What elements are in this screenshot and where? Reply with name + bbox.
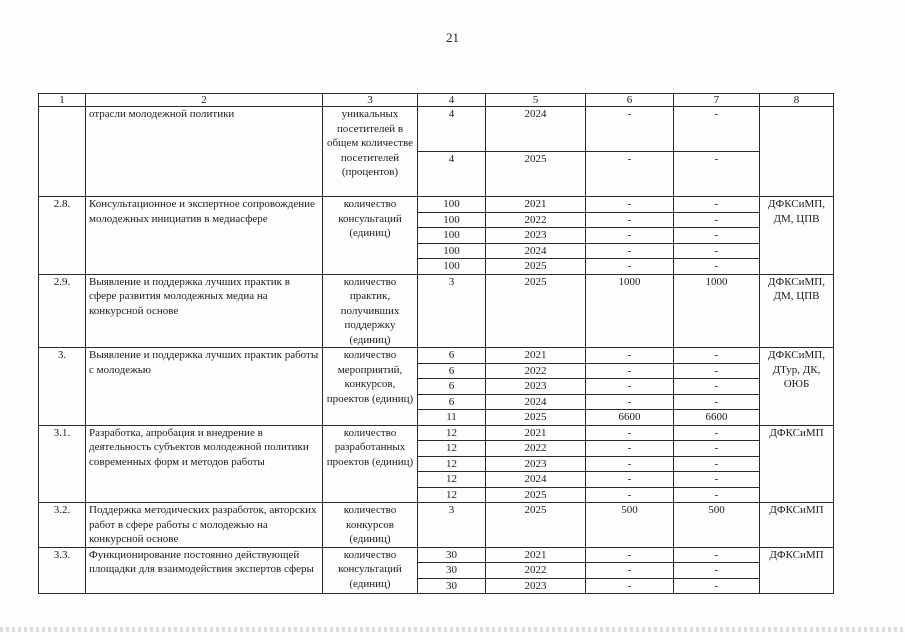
indicator-cell: количество конкурсов (единиц) [323,503,418,548]
target-value-cell: 100 [418,212,486,228]
target-value-cell: 30 [418,578,486,594]
funding-cell: - [586,228,674,244]
indicator-cell: количество консультаций (единиц) [323,197,418,275]
item-number: 2.8. [39,197,86,275]
target-value-cell: 6 [418,379,486,395]
item-number: 2.9. [39,274,86,348]
funding-total-cell: - [674,563,760,579]
funding-cell: - [586,152,674,197]
year-cell: 2023 [486,228,586,244]
funding-cell: 6600 [586,410,674,426]
table-body [39,107,834,594]
item-number: 3.2. [39,503,86,548]
funding-cell: - [586,394,674,410]
indicator-cell: количество консультаций (единиц) [323,547,418,594]
item-name: Консультационное и экспертное сопровождение молодежных инициатив в медиасфере [86,197,323,275]
funding-total-cell: - [674,152,760,197]
funding-cell: - [586,578,674,594]
funding-total-cell: - [674,348,760,364]
funding-total-cell: - [674,259,760,275]
item-number [39,107,86,197]
year-cell: 2024 [486,472,586,488]
page-number: 21 [446,30,459,45]
item-number: 3. [39,348,86,426]
target-value-cell: 30 [418,547,486,563]
target-value-cell: 3 [418,274,486,348]
target-value-cell: 4 [418,152,486,197]
funding-total-cell: - [674,197,760,213]
table-row [39,503,834,548]
target-value-cell: 12 [418,441,486,457]
target-value-cell: 4 [418,107,486,152]
column-number: 1 [39,94,86,107]
funding-total-cell: - [674,228,760,244]
target-value-cell: 11 [418,410,486,426]
funding-total-cell: - [674,425,760,441]
funding-cell: - [586,547,674,563]
target-value-cell: 12 [418,487,486,503]
funding-total-cell: - [674,379,760,395]
table-row [39,107,834,152]
item-name: отрасли молодежной политики [86,107,323,197]
indicator-cell: количество мероприятий, конкурсов, проектов (единиц) [323,348,418,426]
funding-cell: - [586,197,674,213]
year-cell: 2022 [486,563,586,579]
year-cell: 2025 [486,410,586,426]
table-row [39,425,834,441]
indicator-cell: количество практик, получивших поддержку (единиц) [323,274,418,348]
target-value-cell: 6 [418,348,486,364]
column-number-row [39,94,834,107]
program-table [38,93,834,594]
indicator-cell: уникальных посетителей в общем количестве посетителей (процентов) [323,107,418,197]
indicator-cell: количество разработанных проектов (единиц) [323,425,418,503]
funding-total-cell: - [674,394,760,410]
funding-total-cell: - [674,441,760,457]
funding-total-cell: 6600 [674,410,760,426]
year-cell: 2022 [486,212,586,228]
executors-cell: ДФКСиМП, ДМ, ЦПВ [760,274,834,348]
funding-total-cell: - [674,547,760,563]
funding-cell: - [586,425,674,441]
column-number: 2 [86,94,323,107]
executors-cell: ДФКСиМП, ДТур, ДК, ОЮБ [760,348,834,426]
item-name: Выявление и поддержка лучших практик работы с молодежью [86,348,323,426]
year-cell: 2024 [486,107,586,152]
item-name: Выявление и поддержка лучших практик в сфере развития молодежных медиа на конкурсной основе [86,274,323,348]
funding-total-cell: - [674,107,760,152]
funding-total-cell: - [674,243,760,259]
executors-cell: ДФКСиМП [760,547,834,594]
year-cell: 2025 [486,503,586,548]
funding-cell: - [586,487,674,503]
column-number: 3 [323,94,418,107]
column-number: 7 [674,94,760,107]
funding-cell: - [586,456,674,472]
funding-cell: - [586,472,674,488]
executors-cell [760,107,834,197]
year-cell: 2025 [486,152,586,197]
year-cell: 2022 [486,363,586,379]
scan-edge [0,627,905,632]
year-cell: 2025 [486,487,586,503]
table-row [39,348,834,364]
year-cell: 2025 [486,274,586,348]
target-value-cell: 100 [418,197,486,213]
table-row [39,197,834,213]
target-value-cell: 30 [418,563,486,579]
funding-total-cell: - [674,578,760,594]
executors-cell: ДФКСиМП [760,425,834,503]
year-cell: 2023 [486,456,586,472]
target-value-cell: 100 [418,243,486,259]
target-value-cell: 100 [418,228,486,244]
funding-total-cell: 500 [674,503,760,548]
target-value-cell: 12 [418,425,486,441]
year-cell: 2025 [486,259,586,275]
column-number: 8 [760,94,834,107]
target-value-cell: 12 [418,456,486,472]
funding-cell: - [586,348,674,364]
funding-total-cell: - [674,456,760,472]
funding-cell: 1000 [586,274,674,348]
column-number: 6 [586,94,674,107]
funding-cell: - [586,259,674,275]
item-name: Функционирование постоянно действующей площадки для взаимодействия экспертов сферы [86,547,323,594]
year-cell: 2023 [486,578,586,594]
column-number: 4 [418,94,486,107]
target-value-cell: 6 [418,394,486,410]
table-row [39,547,834,563]
funding-cell: - [586,212,674,228]
year-cell: 2021 [486,425,586,441]
year-cell: 2024 [486,394,586,410]
funding-total-cell: 1000 [674,274,760,348]
item-number: 3.1. [39,425,86,503]
executors-cell: ДФКСиМП [760,503,834,548]
table-row [39,274,834,348]
funding-total-cell: - [674,363,760,379]
funding-cell: 500 [586,503,674,548]
year-cell: 2024 [486,243,586,259]
funding-total-cell: - [674,212,760,228]
item-name: Поддержка методических разработок, авторских работ в сфере работы с молодежью на конкурсной основе [86,503,323,548]
target-value-cell: 100 [418,259,486,275]
funding-total-cell: - [674,487,760,503]
funding-cell: - [586,379,674,395]
funding-cell: - [586,243,674,259]
year-cell: 2021 [486,348,586,364]
target-value-cell: 6 [418,363,486,379]
funding-cell: - [586,563,674,579]
funding-cell: - [586,441,674,457]
year-cell: 2023 [486,379,586,395]
funding-cell: - [586,363,674,379]
item-number: 3.3. [39,547,86,594]
executors-cell: ДФКСиМП, ДМ, ЦПВ [760,197,834,275]
funding-total-cell: - [674,472,760,488]
item-name: Разработка, апробация и внедрение в деятельность субъектов молодежной политики современных форм и методов работы [86,425,323,503]
target-value-cell: 3 [418,503,486,548]
column-number: 5 [486,94,586,107]
target-value-cell: 12 [418,472,486,488]
funding-cell: - [586,107,674,152]
year-cell: 2021 [486,547,586,563]
year-cell: 2021 [486,197,586,213]
year-cell: 2022 [486,441,586,457]
